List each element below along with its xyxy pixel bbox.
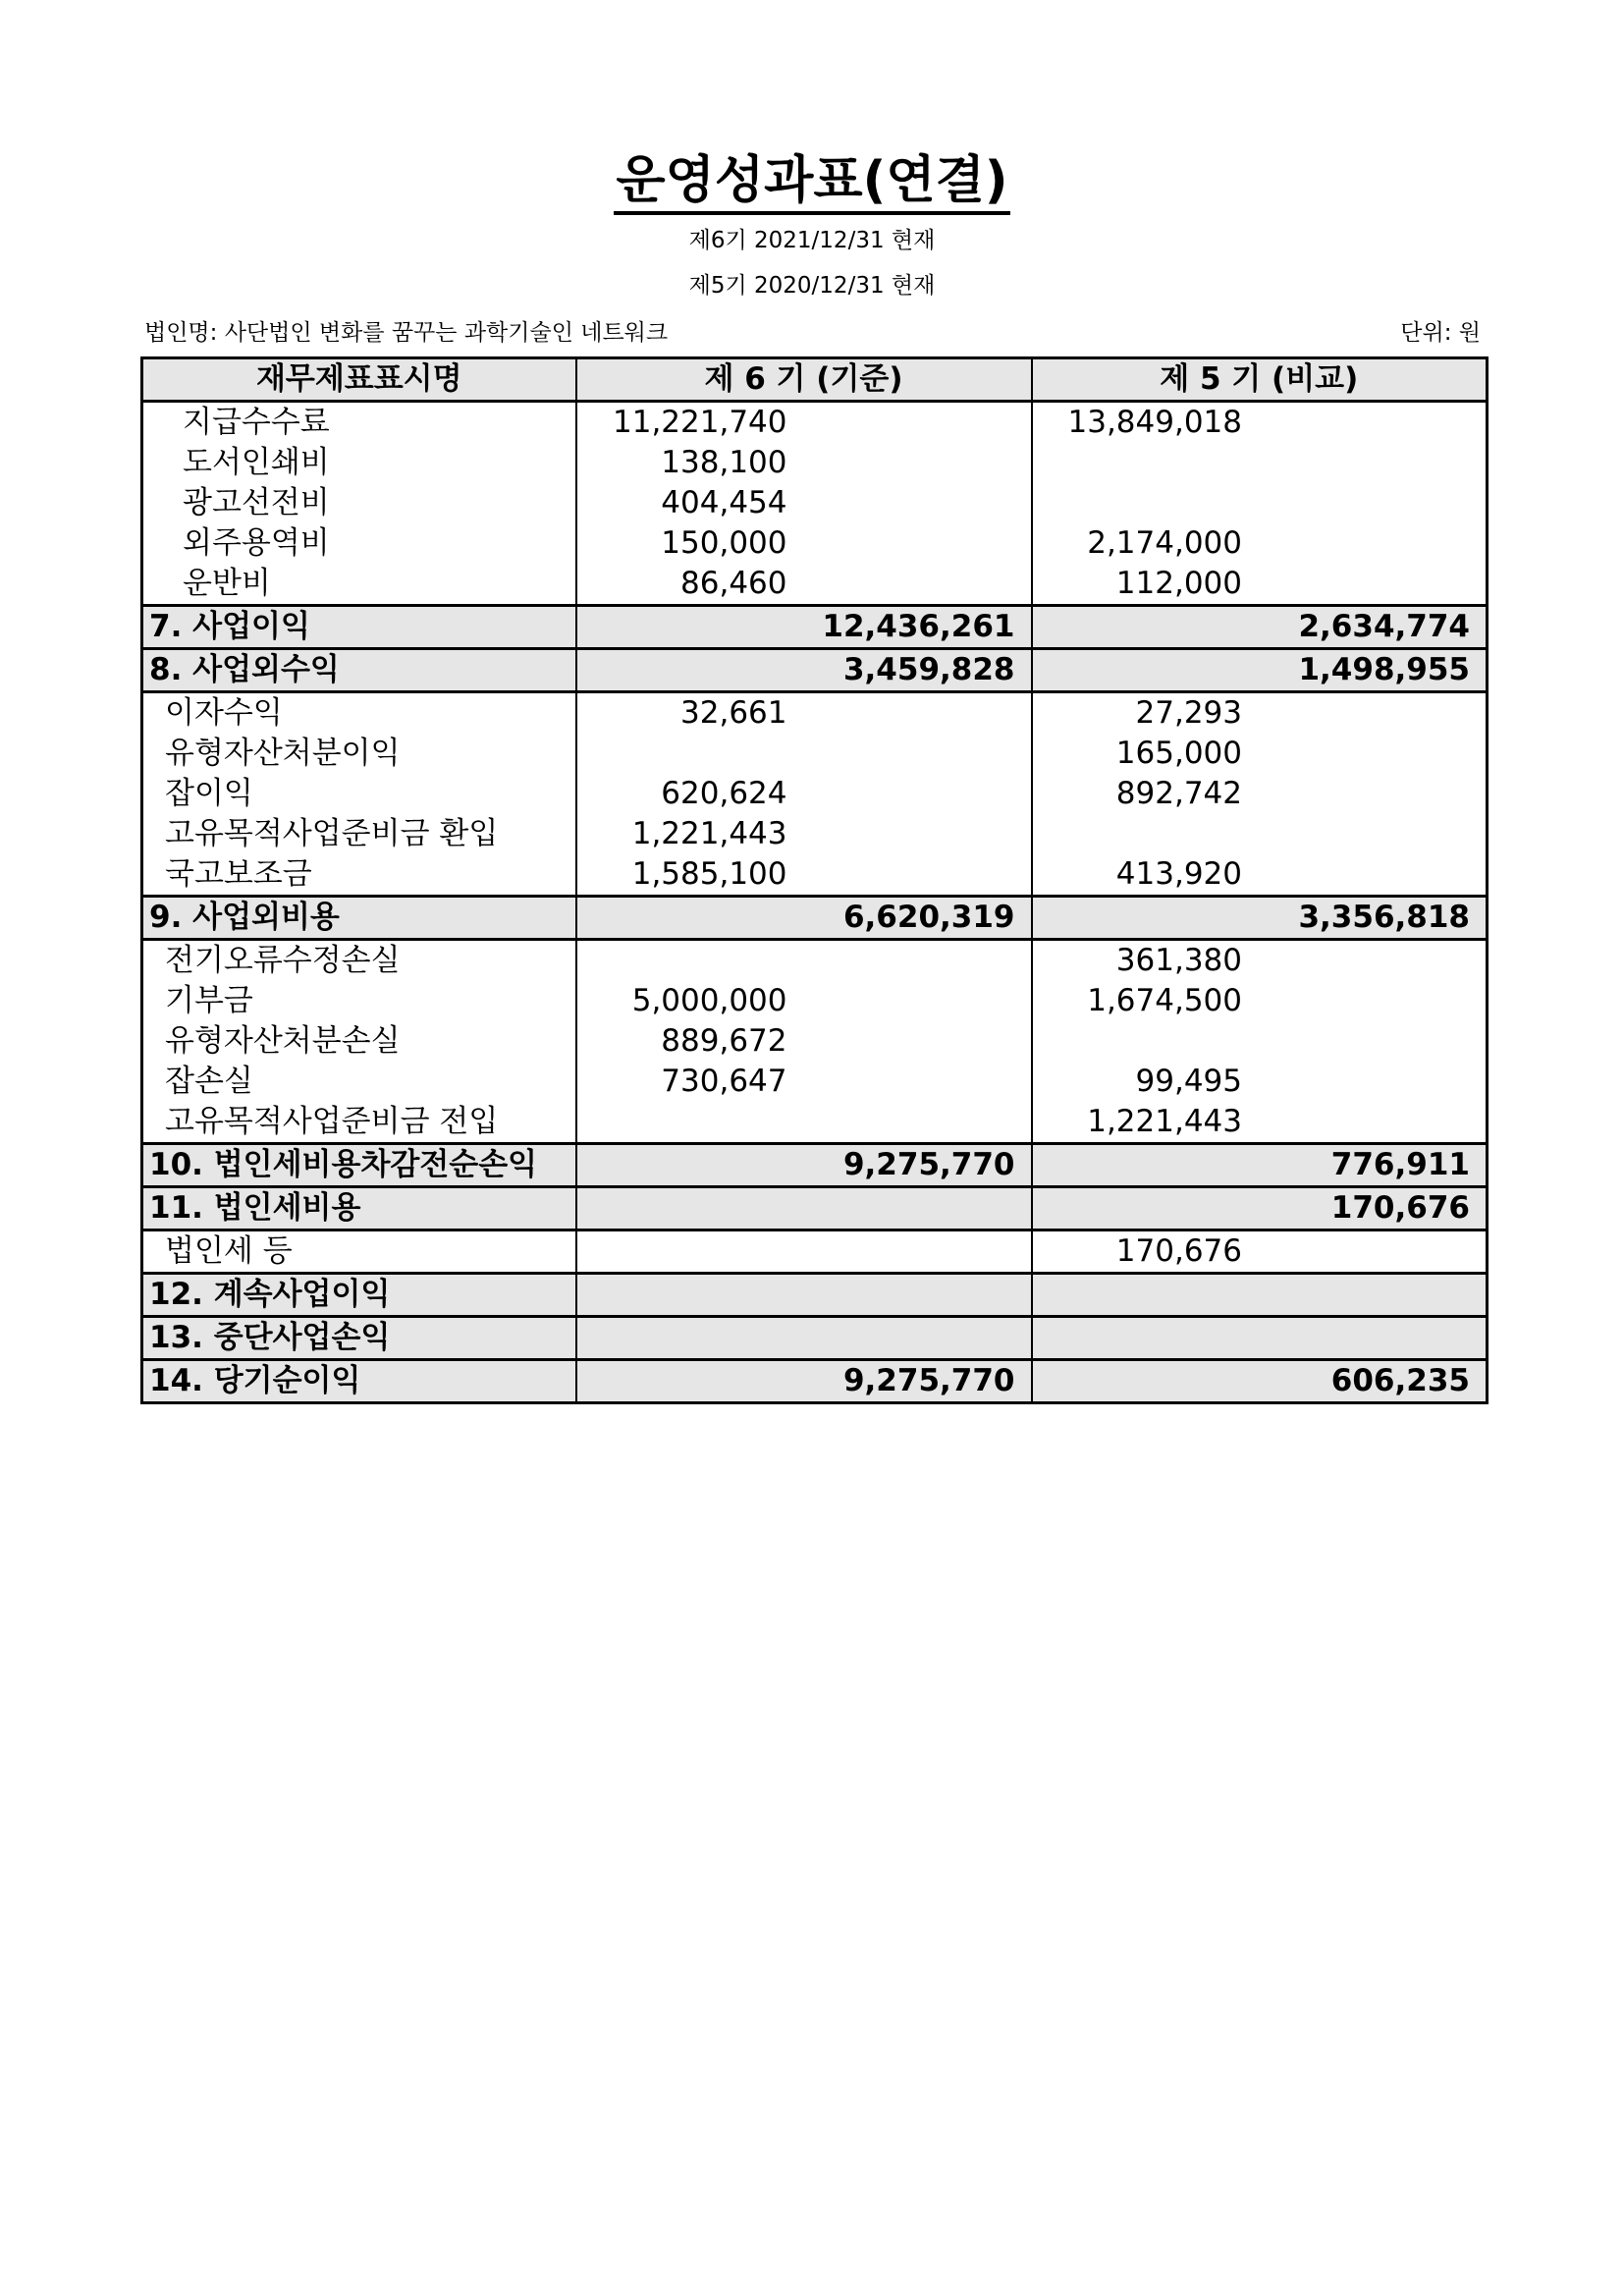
table-row — [142, 1230, 1488, 1274]
row-label: 외주용역비 — [142, 523, 576, 564]
period6-total-value: 3,459,828 — [842, 652, 1015, 687]
period5-total-value: 3,356,818 — [1298, 900, 1470, 935]
period5-total-value: 606,235 — [1330, 1363, 1470, 1398]
table-row — [142, 734, 1488, 774]
table-row — [142, 443, 1488, 483]
period5-detail-value: 13,849,018 — [1067, 405, 1242, 440]
section-label: 14. 당기순이익 — [142, 1360, 576, 1403]
period6-detail-value: 32,661 — [680, 695, 787, 731]
period6-detail-value: 5,000,000 — [631, 983, 787, 1018]
table-row — [142, 940, 1488, 982]
period6-detail-value: 1,221,443 — [631, 816, 787, 851]
table-row — [142, 854, 1488, 897]
section-label: 11. 법인세비용 — [142, 1187, 576, 1230]
row-label: 지급수수료 — [142, 402, 576, 444]
table-row — [142, 814, 1488, 854]
period5-detail-value: 2,174,000 — [1087, 525, 1242, 561]
period5-detail-value: 27,293 — [1135, 695, 1242, 731]
row-label: 운반비 — [142, 564, 576, 606]
row-label: 법인세 등 — [142, 1230, 576, 1274]
period5-detail-value: 165,000 — [1115, 736, 1242, 771]
period5-detail-value: 1,221,443 — [1087, 1104, 1242, 1139]
statement-table — [140, 356, 1489, 1404]
section-row — [142, 897, 1488, 940]
row-label: 유형자산처분손실 — [142, 1021, 576, 1062]
period6-detail-value: 11,221,740 — [613, 405, 787, 440]
unit-label: 단위: 원 — [1400, 320, 1481, 346]
section-label: 8. 사업외수익 — [142, 649, 576, 692]
period5-total-value: 2,634,774 — [1298, 609, 1470, 644]
table-row — [142, 692, 1488, 735]
table-row — [142, 981, 1488, 1021]
row-label: 기부금 — [142, 981, 576, 1021]
entity-name: 법인명: 사단법인 변화를 꿈꾸는 과학기술인 네트워크 — [144, 320, 669, 346]
table-row — [142, 483, 1488, 523]
period5-detail-value: 413,920 — [1115, 856, 1242, 892]
period-current: 제6기 2021/12/31 현재 — [688, 228, 936, 253]
row-label: 이자수익 — [142, 692, 576, 735]
section-label: 9. 사업외비용 — [142, 897, 576, 940]
period-previous: 제5기 2020/12/31 현재 — [688, 273, 936, 299]
period5-detail-value: 170,676 — [1115, 1233, 1242, 1269]
period5-total-value: 776,911 — [1330, 1147, 1470, 1182]
header-period-6: 제 6 기 (기준) — [576, 358, 1032, 402]
period5-detail-value: 99,495 — [1135, 1064, 1242, 1099]
period6-detail-value: 150,000 — [661, 525, 787, 561]
period5-total-value: 1,498,955 — [1298, 652, 1470, 687]
header-period-5: 제 5 기 (비교) — [1032, 358, 1488, 402]
period6-total-value: 9,275,770 — [842, 1363, 1015, 1398]
table-row — [142, 774, 1488, 814]
period6-detail-value: 889,672 — [661, 1023, 787, 1059]
period6-detail-value: 404,454 — [661, 485, 787, 520]
document-title — [0, 145, 1624, 216]
section-row — [142, 1317, 1488, 1360]
row-label: 유형자산처분이익 — [142, 734, 576, 774]
period6-total-value: 12,436,261 — [822, 609, 1015, 644]
period5-detail-value: 112,000 — [1115, 566, 1242, 601]
table-row — [142, 1021, 1488, 1062]
period5-detail-value: 1,674,500 — [1087, 983, 1242, 1018]
period5-total-value: 170,676 — [1330, 1190, 1470, 1226]
table-row — [142, 1062, 1488, 1102]
period5-detail-value: 892,742 — [1115, 776, 1242, 811]
section-label: 10. 법인세비용차감전순손익 — [142, 1144, 576, 1187]
table-row — [142, 1102, 1488, 1144]
header-account-name: 재무제표표시명 — [142, 358, 576, 402]
table-row — [142, 564, 1488, 606]
section-row — [142, 1144, 1488, 1187]
table-row — [142, 523, 1488, 564]
period6-detail-value: 138,100 — [661, 445, 787, 480]
period6-detail-value: 730,647 — [661, 1064, 787, 1099]
section-label: 7. 사업이익 — [142, 606, 576, 649]
row-label: 고유목적사업준비금 환입 — [142, 814, 576, 854]
period6-total-value: 6,620,319 — [842, 900, 1015, 935]
row-label: 잡손실 — [142, 1062, 576, 1102]
row-label: 광고선전비 — [142, 483, 576, 523]
section-label: 12. 계속사업이익 — [142, 1274, 576, 1317]
period6-detail-value: 86,460 — [680, 566, 787, 601]
row-label: 도서인쇄비 — [142, 443, 576, 483]
section-label: 13. 중단사업손익 — [142, 1317, 576, 1360]
period6-detail-value: 620,624 — [661, 776, 787, 811]
period6-total-value: 9,275,770 — [842, 1147, 1015, 1182]
period5-detail-value: 361,380 — [1115, 943, 1242, 978]
row-label: 잡이익 — [142, 774, 576, 814]
period6-detail-value: 1,585,100 — [631, 856, 787, 892]
section-row — [142, 606, 1488, 649]
table-header-row — [142, 358, 1488, 402]
section-row — [142, 649, 1488, 692]
row-label: 전기오류수정손실 — [142, 940, 576, 982]
table-row — [142, 402, 1488, 444]
section-row — [142, 1274, 1488, 1317]
section-row — [142, 1187, 1488, 1230]
document-title-text: 운영성과표(연결) — [614, 151, 1009, 215]
row-label: 국고보조금 — [142, 854, 576, 897]
row-label: 고유목적사업준비금 전입 — [142, 1102, 576, 1144]
section-row — [142, 1360, 1488, 1403]
